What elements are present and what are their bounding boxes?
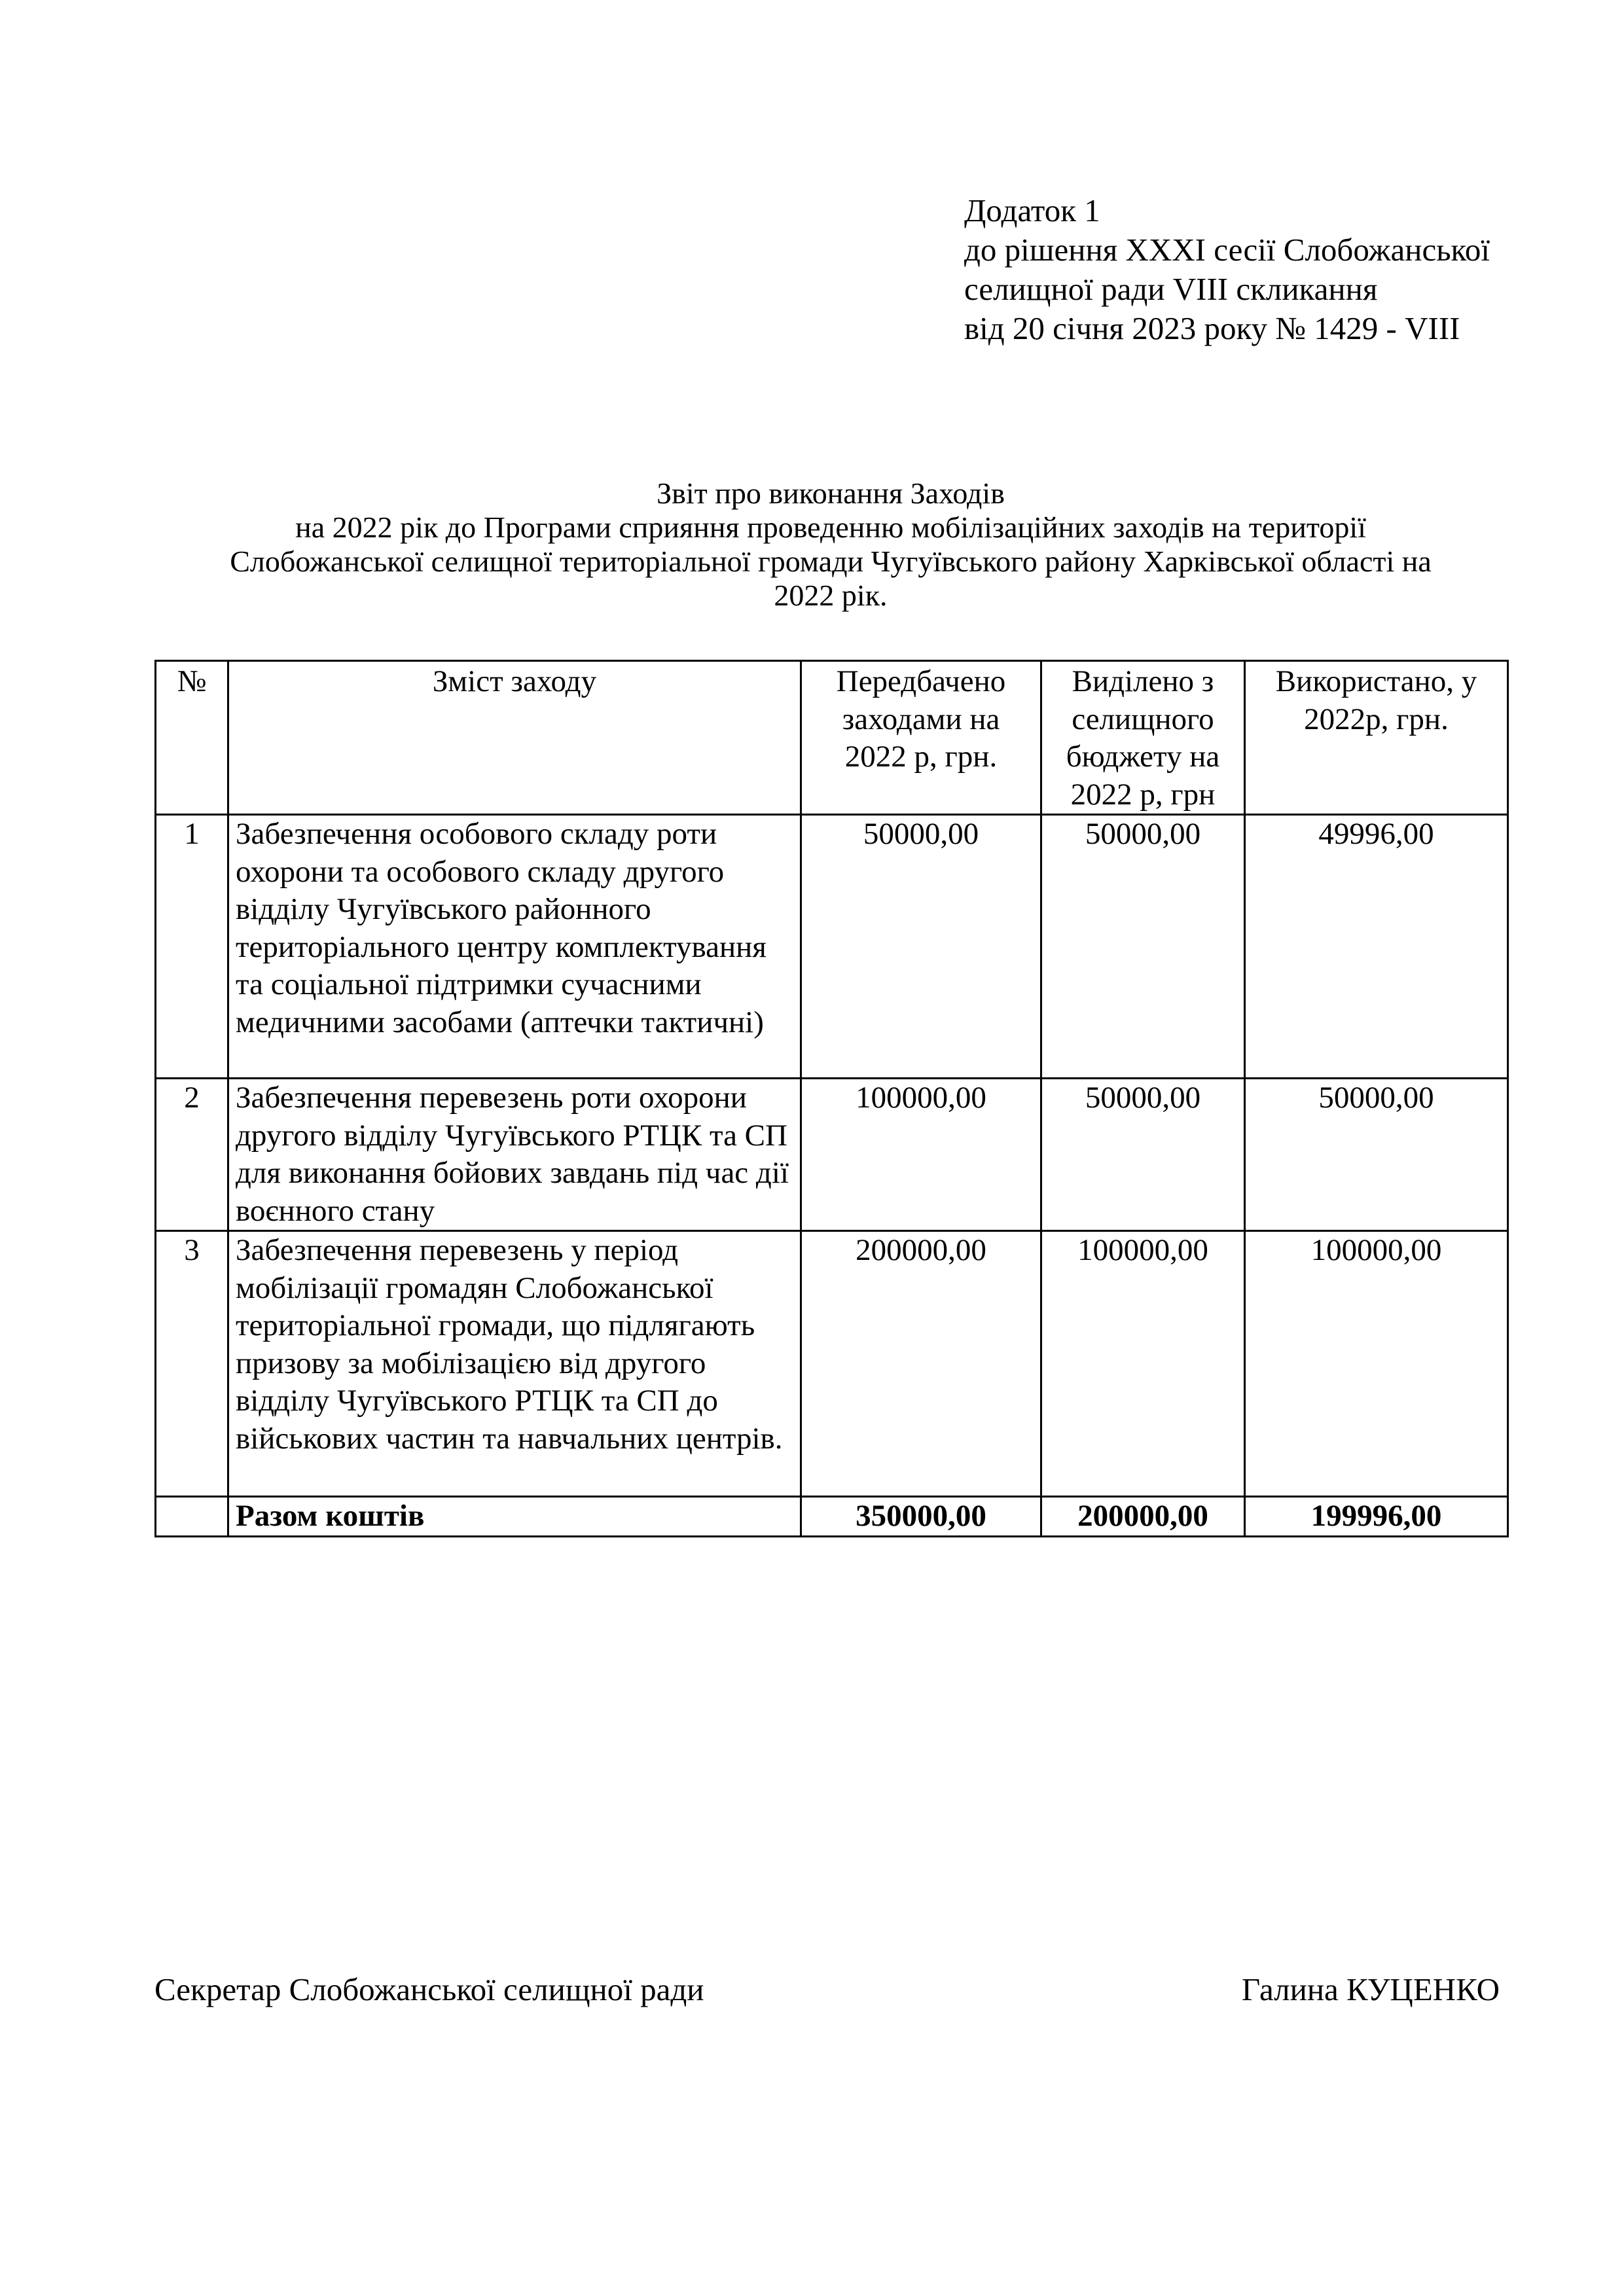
- signatory-position: Секретар Слобожанської селищної ради: [154, 1971, 704, 2007]
- row-number: 3: [156, 1231, 228, 1497]
- table-row: [156, 1079, 1508, 1231]
- table-row: [156, 1231, 1508, 1497]
- report-title: [154, 476, 1507, 613]
- row-number: 2: [156, 1079, 228, 1231]
- row-allocated: 100000,00: [1041, 1231, 1245, 1497]
- row-description: Забезпечення перевезень роти охорони другого відділу Чугуївського РТЦК та СП для виконання бойових завдань під час дії воєнного стану: [228, 1079, 801, 1231]
- signatory-name: Галина КУЦЕНКО: [1241, 1971, 1500, 2007]
- row-description: Забезпечення перевезень у період мобілізації громадян Слобожанської територіальної громади, що підлягають призову за мобілізацією від другого відділу Чугуївського РТЦК та СП до військових частин та навчальних центрів.: [228, 1231, 801, 1497]
- appendix-line: до рішення XXXI сесії Слобожанської: [964, 232, 1490, 268]
- table-row: [156, 815, 1508, 1079]
- total-label: Разом коштів: [228, 1497, 801, 1537]
- row-planned: 100000,00: [801, 1079, 1041, 1231]
- title-line: Звіт про виконання Заходів: [657, 476, 1005, 510]
- appendix-line: від 20 січня 2023 року № 1429 - VIII: [964, 310, 1460, 346]
- total-number: [156, 1497, 228, 1537]
- row-used: 50000,00: [1245, 1079, 1508, 1231]
- header-num: №: [156, 661, 228, 815]
- header-allocated: Виділено з селищного бюджету на 2022 р, грн: [1041, 661, 1245, 815]
- table-total-row: [156, 1497, 1508, 1537]
- appendix-header: [964, 191, 1490, 348]
- row-planned: 50000,00: [801, 815, 1041, 1079]
- header-planned: Передбачено заходами на 2022 р, грн.: [801, 661, 1041, 815]
- row-planned: 200000,00: [801, 1231, 1041, 1497]
- total-planned: 350000,00: [801, 1497, 1041, 1537]
- title-line: 2022 рік.: [774, 579, 888, 612]
- row-allocated: 50000,00: [1041, 1079, 1245, 1231]
- row-used: 100000,00: [1245, 1231, 1508, 1497]
- table-header-row: [156, 661, 1508, 815]
- appendix-line: селищної ради VIII скликання: [964, 271, 1378, 307]
- row-description: Забезпечення особового складу роти охорони та особового складу другого відділу Чугуївського районного територіального центру комплектування та соціальної підтримки сучасними медичними засобами (аптечки тактичні): [228, 815, 801, 1079]
- row-used: 49996,00: [1245, 815, 1508, 1079]
- total-used: 199996,00: [1245, 1497, 1508, 1537]
- report-table: [154, 660, 1509, 1537]
- appendix-line: Додаток 1: [964, 192, 1100, 228]
- total-allocated: 200000,00: [1041, 1497, 1245, 1537]
- row-allocated: 50000,00: [1041, 815, 1245, 1079]
- header-used: Використано, у 2022р, грн.: [1245, 661, 1508, 815]
- title-line: Слобожанської селищної територіальної громади Чугуївського району Харківської області на: [230, 545, 1432, 578]
- row-number: 1: [156, 815, 228, 1079]
- header-description: Зміст заходу: [228, 661, 801, 815]
- title-line: на 2022 рік до Програми сприяння проведенню мобілізаційних заходів на території: [295, 511, 1366, 544]
